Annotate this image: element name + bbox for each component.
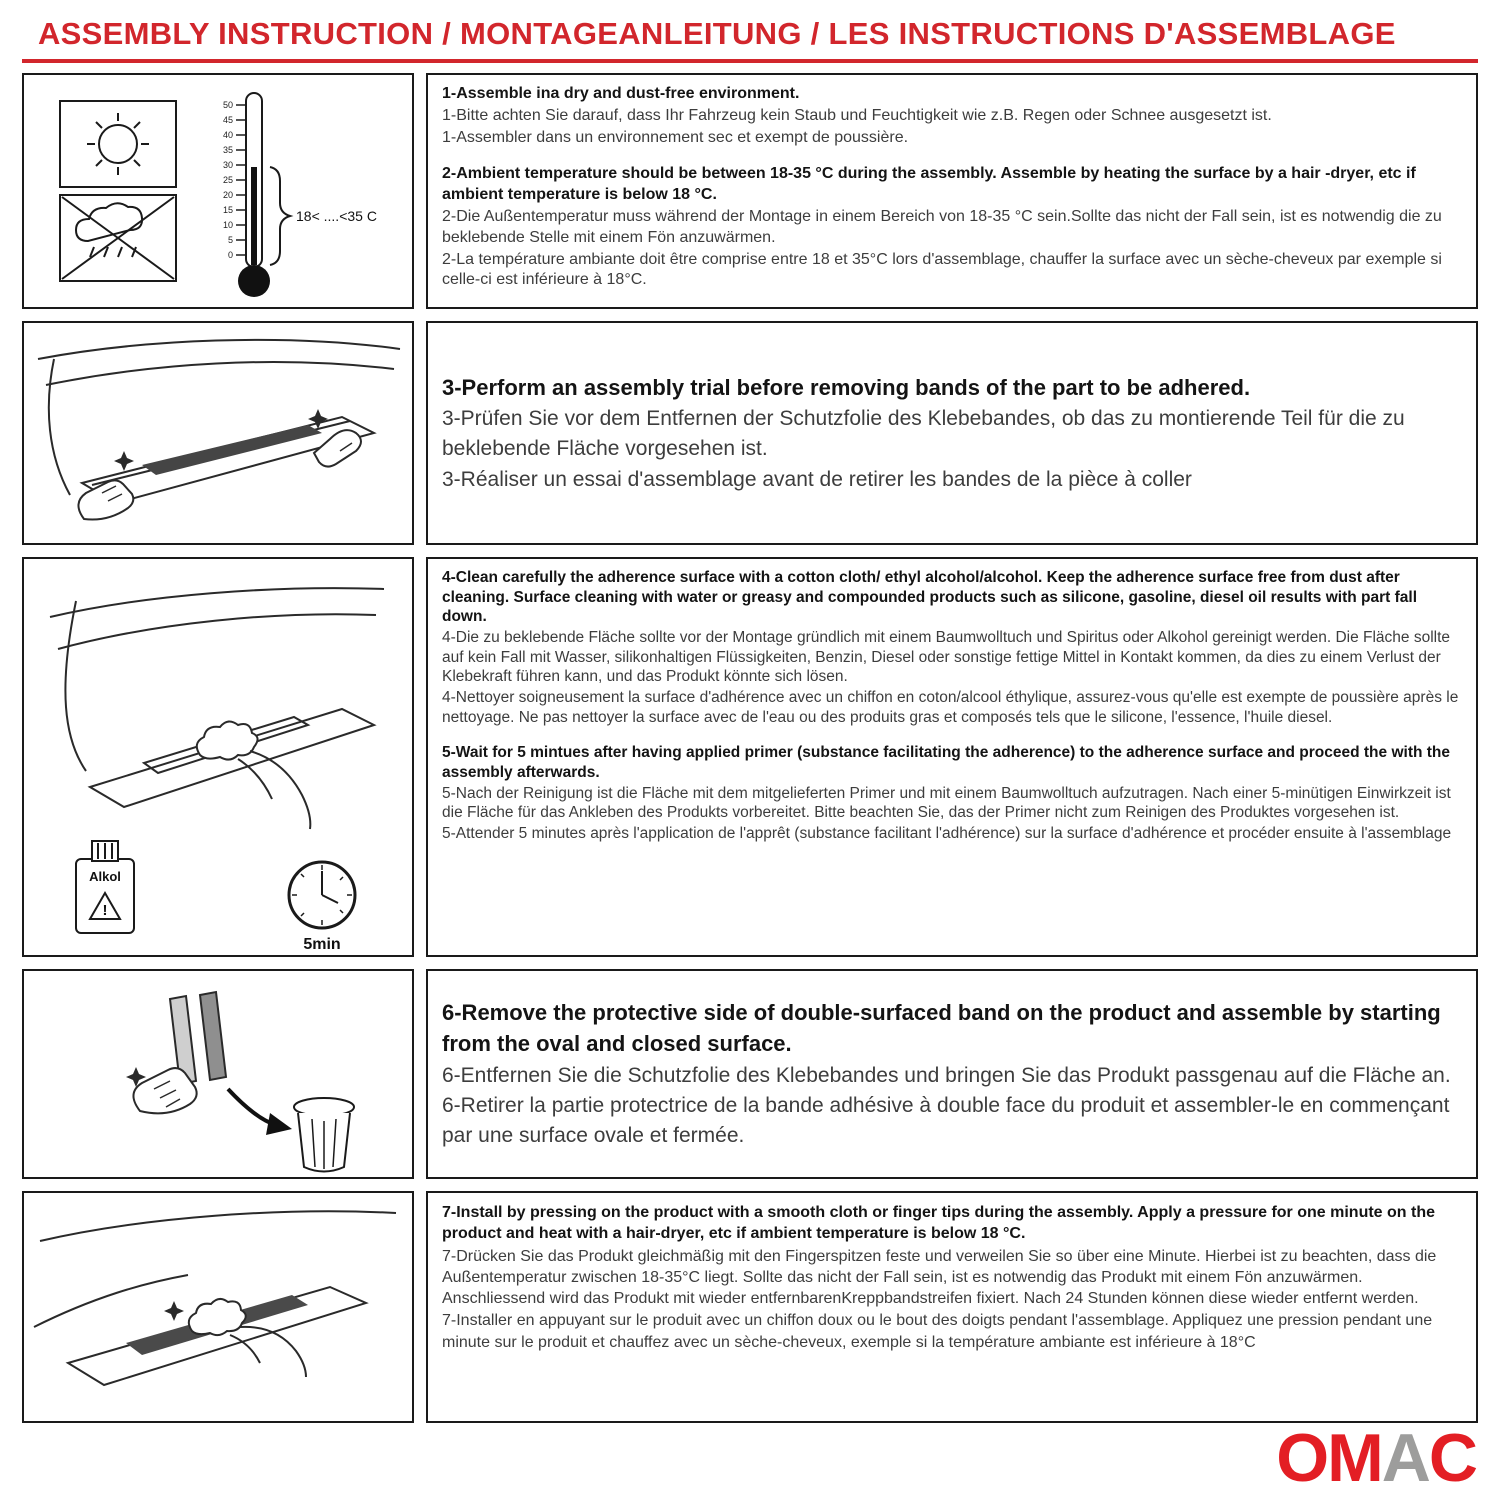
title-underline [22, 59, 1478, 63]
arrow-head [266, 1113, 292, 1135]
thermo-tick-label: 20 [222, 190, 233, 200]
instruction-2-en: 2-Ambient temperature should be between 18-35 °C during the assembly. Assemble by heating the surface by a hair -dryer, etc if ambient temperature is below 18 °C. [442, 165, 1416, 204]
band-removal-illustration-icon [24, 971, 412, 1177]
sparkle-icon [164, 1301, 184, 1321]
thermo-tick-label: 15 [222, 205, 233, 215]
instruction-5-en: 5-Wait for 5 mintues after having applied primer (substance facilitating the adherence) to the adherence surface and proceed the with the assembly afterwards. [442, 744, 1450, 782]
section-pressing-install [22, 1191, 1478, 1423]
illustration-box-cleaning [22, 557, 414, 957]
arrow [228, 1089, 276, 1125]
sparkle-icon [114, 451, 134, 471]
pressing-illustration-icon [24, 1193, 412, 1421]
instruction-4-en: 4-Clean carefully the adherence surface with a cotton cloth/ ethyl alcohol/alcohol. Keep the adherence surface free from dust after cleaning. Surface cleaning with water or greasy and compounded products such as silicone, gasoline, diesel oil results with part fall down. [442, 569, 1418, 626]
illustration-box-temperature [22, 73, 414, 309]
instruction-1-de: 1-Bitte achten Sie darauf, dass Ihr Fahrzeug kein Staub und Feuchtigkeit wie z.B. Regen oder Schnee ausgesetzt ist. [442, 106, 1272, 124]
thermo-tick-label: 30 [222, 160, 233, 170]
instruction-6-en: 6-Remove the protective side of double-surfaced band on the product and assemble by starting from the oval and closed surface. [442, 1000, 1441, 1057]
clock-duration-label: 5min [303, 936, 341, 953]
temperature-range-label: 18< ....<35 C [296, 208, 377, 224]
sheet-header [22, 16, 1478, 63]
instruction-3-en: 3-Perform an assembly trial before removing bands of the part to be adhered. [442, 374, 1251, 400]
section-band-removal [22, 969, 1478, 1179]
instruction-7-en: 7-Install by pressing on the product with a smooth cloth or finger tips during the assembly. Apply a pressure for one minute on the product and heat with a hair-dryer, etc if ambient temperature is below 18 °C. [442, 1204, 1435, 1243]
instruction-4-fr: 4-Nettoyer soigneusement la surface d'adhérence avec un chiffon en coton/alcool éthylique, assurez-vous qu'elle est exempte de poussière après le nettoyage. Ne pas nettoyer la surface avec de l'eau ou des produits gras et composés tels que le silicone, l'essence, l'huile diesel. [442, 689, 1459, 726]
thermo-tick-label: 5 [227, 235, 233, 245]
thermo-tick-label: 0 [227, 250, 233, 260]
section-environment-temperature [22, 73, 1478, 309]
warning-exclamation: ! [102, 902, 108, 919]
instruction-4-de: 4-Die zu beklebende Fläche sollte vor der Montage gründlich mit einem Baumwolltuch und Spiritus oder Alkohol gereinigt werden. Die Fläche sollte auf kein Fall mit Wasser, silikonhaltigen Flüssigkeiten, Benzin, Diesel oder sonstige fettige Mittel in Kontakt kommen, da dies zu einem Verlust der Klebekraft führen kann, und das Produkt könnte sich lösen. [442, 629, 1451, 686]
thermo-tick-label: 25 [222, 175, 233, 185]
instruction-5-de: 5-Nach der Reinigung ist die Fläche mit dem mitgelieferten Primer und mit einem Baumwolltuch aufzutragen. Nach einer 5-minütigen Einwirkzeit ist die Fläche für das Ankleben des Produkts vorbereitet. Bitte beachten Sie, das der Primer nicht zum Reinigen des Produktes vorgesehen ist. [442, 784, 1451, 822]
instruction-3-de: 3-Prüfen Sie vor dem Entfernen der Schutzfolie des Klebebandes, ob das zu montierende Teil für die zu beklebende Fläche vorgesehen ist. [442, 406, 1405, 460]
instruction-2-de: 2-Die Außentemperatur muss während der Montage in einem Bereich von 18-35 °C sein.Sollte das nicht der Fall sein, ist es notwendig die zu beklebende Stelle mit einem Fön anzuwärmen. [442, 207, 1442, 246]
instruction-7-fr: 7-Installer en appuyant sur le produit avec un chiffon doux ou le bout des doigts pendant l'assemblage. Appliquez une pression pendant une minute sur le produit et chauffez avec un sèche-cheveux, exemple si la température ambiante est inférieure à 18°C [442, 1312, 1433, 1351]
page-title: ASSEMBLY INSTRUCTION / MONTAGEANLEITUNG / LES INSTRUCTIONS D'ASSEMBLAGE [38, 16, 1396, 51]
section-text-trial [426, 321, 1478, 545]
thermo-tick-label: 10 [222, 220, 233, 230]
thermo-tick-label: 35 [222, 145, 233, 155]
illustration-box-pressing [22, 1191, 414, 1423]
bottle-label: Alkol [89, 869, 121, 884]
pressing-cloth-icon [189, 1299, 246, 1335]
instruction-7-de: 7-Drücken Sie das Produkt gleichmäßig mit den Fingerspitzen feste und verweilen Sie so über eine Minute. Hierbei ist zu beachten, dass die Außentemperatur zwischen 18-35°C liegt. Sollte das nicht der Fall sein, ist es notwendig das Produkt mit einem Fön anzuwärmen. Anschliessend wird das Produkt mit wieder entfernbarenKreppbandstreifen fixiert. Nach 24 Stunden können diese wieder entfernt werden. [442, 1247, 1437, 1308]
temperature-illustration-icon [24, 75, 412, 307]
cleaning-cloth-icon [197, 721, 258, 759]
logo-letter-a: A [1381, 1420, 1429, 1496]
thermo-tick-label: 50 [222, 100, 233, 110]
section-assembly-trial [22, 321, 1478, 545]
cleaning-illustration-icon [24, 559, 412, 955]
instruction-5-fr: 5-Attender 5 minutes après l'application de l'apprêt (substance facilitant l'adhérence) sur la surface d'adhérence et procéder ensuite à l'assemblage [442, 825, 1452, 843]
thermometer-mercury [251, 167, 257, 265]
hand-icon [133, 1068, 196, 1113]
instruction-6-de: 6-Entfernen Sie die Schutzfolie des Klebebandes und bringen Sie das Produkt passgenau auf die Fläche an. [442, 1063, 1451, 1087]
logo-letters-om: OM [1276, 1420, 1382, 1496]
instruction-1-en: 1-Assemble ina dry and dust-free environment. [442, 85, 800, 102]
thermo-tick-label: 40 [222, 130, 233, 140]
illustration-box-band-removal [22, 969, 414, 1179]
instruction-3-fr: 3-Réaliser un essai d'assemblage avant de retirer les bandes de la pièce à coller [442, 467, 1192, 491]
section-text-pressing [426, 1191, 1478, 1423]
omac-logo [1276, 1420, 1476, 1496]
section-text-cleaning [426, 557, 1478, 957]
instruction-2-fr: 2-La température ambiante doit être comprise entre 18 et 35°C lors d'assemblage, chauffer la surface avec un sèche-cheveux par exemple si celle-ci est inférieure à 18°C. [442, 250, 1442, 289]
illustration-box-trial [22, 321, 414, 545]
assembly-trial-illustration-icon [24, 323, 412, 543]
instruction-1-fr: 1-Assembler dans un environnement sec et exempt de poussière. [442, 128, 909, 146]
logo-letter-c: C [1428, 1420, 1476, 1496]
section-text-environment [426, 73, 1478, 309]
thermo-tick-label: 45 [222, 115, 233, 125]
range-brace [270, 167, 290, 265]
thermometer-bulb [238, 265, 270, 297]
section-cleaning-primer [22, 557, 1478, 957]
protective-band [200, 992, 226, 1080]
section-text-band-removal [426, 969, 1478, 1179]
instruction-6-fr: 6-Retirer la partie protectrice de la bande adhésive à double face du produit et assembler-le en commençant par une surface ovale et fermée. [442, 1094, 1450, 1148]
